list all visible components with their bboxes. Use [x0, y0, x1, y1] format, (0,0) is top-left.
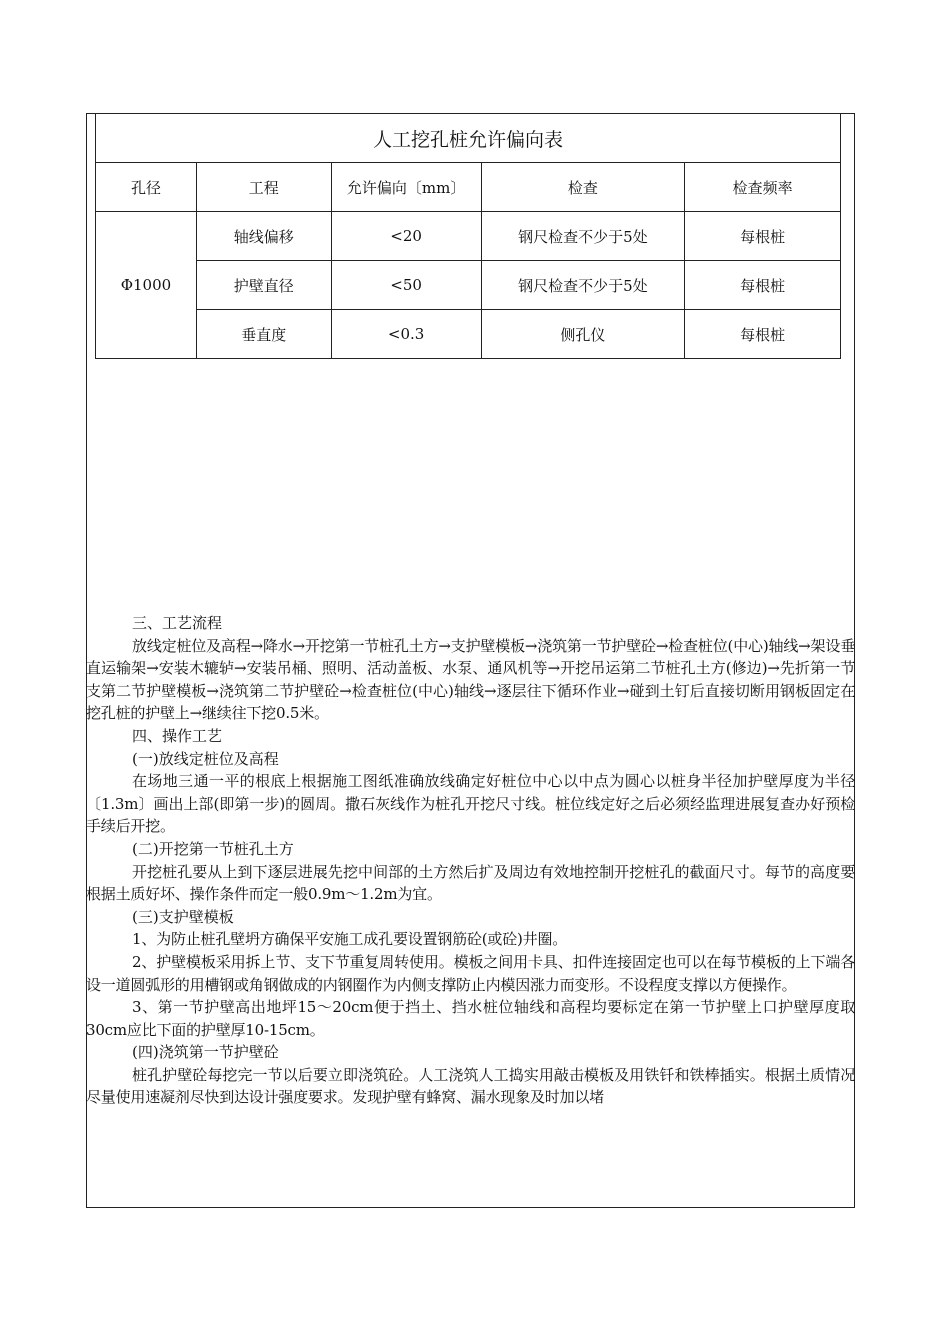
table-row — [96, 310, 841, 359]
frame-top-right-rule — [840, 113, 855, 114]
paragraph: 2、护壁模板采用拆上节、支下节重复周转使用。模板之间用卡具、扣件连接固定也可以在每节模板的上下端各设一道圆弧形的用槽钢或角钢做成的内钢圈作为内侧支撑防止内模因涨力而变形。不设程度支撑以方便操作。 — [86, 952, 855, 994]
subsection-heading: (一)放线定桩位及高程 — [132, 749, 279, 768]
section-heading: 三、工艺流程 — [132, 614, 223, 632]
check-cell: 钢尺检查不少于5处 — [481, 261, 685, 310]
table-row — [96, 261, 841, 310]
tolerance-cell: <0.3 — [331, 310, 481, 359]
diameter-cell: Φ1000 — [96, 212, 197, 359]
subsection-heading: (二)开挖第一节桩孔土方 — [132, 839, 294, 858]
item-cell: 护壁直径 — [196, 261, 331, 310]
header-tolerance: 允许偏向〔mm〕 — [331, 163, 481, 212]
item-cell: 垂直度 — [196, 310, 331, 359]
header-frequency: 检查频率 — [685, 163, 841, 212]
paragraph: 1、为防止桩孔壁坍方确保平安施工成孔要设置钢筋砼(或砼)井圈。 — [132, 930, 568, 949]
frequency-cell: 每根桩 — [685, 261, 841, 310]
section-heading: 四、操作工艺 — [132, 726, 223, 745]
check-cell: 侧孔仪 — [481, 310, 685, 359]
paragraph: 放线定桩位及高程→降水→开挖第一节桩孔土方→支护壁模板→浇筑第一节护壁砼→检查桩位(中心)轴线→架设垂直运输架→安装木辘轳→安装吊桶、照明、活动盖板、水泵、通风机等→开挖吊运第二节桩孔土方(修边)→先折第一节支第二节护壁模板→浇筑第二节护壁砼→检查桩位(中心)轴线→逐层往下循环作业→碰到土钉后直接切断用钢板固定在挖孔桩的护壁上→继续往下挖0.5米。 — [86, 636, 855, 723]
frequency-cell: 每根桩 — [685, 212, 841, 261]
check-cell: 钢尺检查不少于5处 — [481, 212, 685, 261]
body-text — [86, 612, 855, 1109]
paragraph: 开挖桩孔要从上到下逐层进展先挖中间部的土方然后扩及周边有效地控制开挖桩孔的截面尺寸。每节的高度要根据土质好坏、操作条件而定一般0.9m～1.2m为宜。 — [86, 862, 855, 904]
tolerance-cell: <50 — [331, 261, 481, 310]
header-diameter: 孔径 — [96, 163, 197, 212]
header-check: 检查 — [481, 163, 685, 212]
table-header-row — [96, 163, 841, 212]
subsection-heading: (三)支护壁模板 — [132, 907, 234, 926]
paragraph: 3、第一节护壁高出地坪15～20cm便于挡土、挡水桩位轴线和高程均要标定在第一节护壁上口护壁厚度取30cm应比下面的护壁厚10-15cm。 — [86, 998, 855, 1039]
tolerance-cell: <20 — [331, 212, 481, 261]
frequency-cell: 每根桩 — [685, 310, 841, 359]
paragraph: 在场地三通一平的根底上根据施工图纸准确放线确定好桩位中心以中点为圆心以桩身半径加护壁厚度为半径〔1.3m〕画出上部(即第一步)的圆周。撒石灰线作为桩孔开挖尺寸线。桩位线定好之后必须经监理进展复查办好预检手续后开挖。 — [86, 772, 855, 836]
table-row — [96, 212, 841, 261]
header-item: 工程 — [196, 163, 331, 212]
paragraph: 桩孔护壁砼每挖完一节以后要立即浇筑砼。人工浇筑人工捣实用敲击模板及用铁钎和铁棒插实。根据土质情况尽量使用速凝剂尽快到达设计强度要求。发现护壁有蜂窝、漏水现象及时加以堵 — [86, 1065, 855, 1107]
subsection-heading: (四)浇筑第一节护壁砼 — [132, 1043, 279, 1062]
table-title: 人工挖孔桩允许偏向表 — [96, 114, 841, 163]
tolerance-table — [95, 113, 841, 359]
item-cell: 轴线偏移 — [196, 212, 331, 261]
